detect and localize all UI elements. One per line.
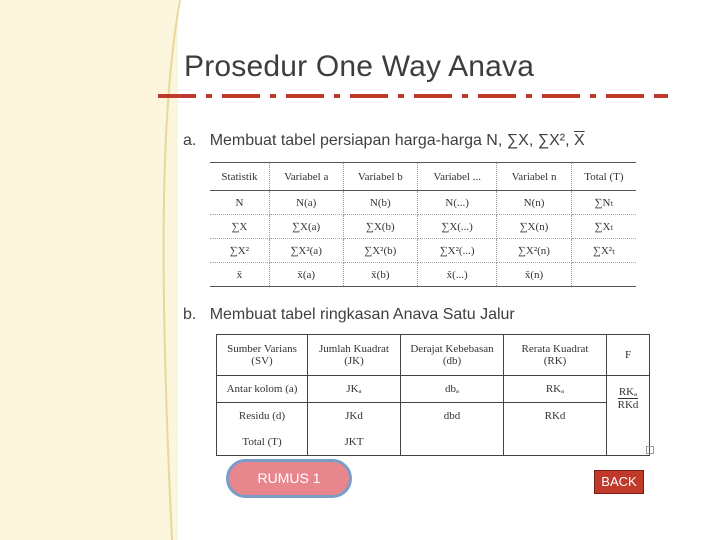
- col-header: Variabel n: [497, 163, 572, 191]
- table-cell: x̄(a): [269, 263, 343, 287]
- table-cell: ∑X²(b): [343, 239, 418, 263]
- anova-table-header: [217, 335, 650, 376]
- table-cell: ∑X²ₜ: [571, 239, 636, 263]
- table-cell: RKₐ: [504, 376, 607, 403]
- col-header: Total (T): [571, 163, 636, 191]
- step-a: [183, 132, 585, 150]
- table-cell: JKT: [308, 429, 401, 456]
- table-cell: [401, 429, 504, 456]
- table-row: [217, 429, 650, 456]
- col-header: Variabel a: [269, 163, 343, 191]
- table-row: [210, 239, 636, 263]
- table-row: [217, 376, 650, 403]
- table-cell: ∑X: [210, 215, 269, 239]
- table-cell: N(n): [497, 191, 572, 215]
- table-cell: Residu (d): [217, 403, 308, 430]
- table-cell: N(b): [343, 191, 418, 215]
- col-header: F: [607, 335, 650, 376]
- table-cell: ∑X(a): [269, 215, 343, 239]
- col-header: Variabel b: [343, 163, 418, 191]
- table-cell: ∑X(b): [343, 215, 418, 239]
- table-cell: N: [210, 191, 269, 215]
- table-cell: [571, 263, 636, 287]
- table-cell: N(...): [418, 191, 497, 215]
- table-cell: N(a): [269, 191, 343, 215]
- table-cell: Antar kolom (a): [217, 376, 308, 403]
- table-cell: x̄: [210, 263, 269, 287]
- rumus-button[interactable]: RUMUS 1: [226, 459, 352, 498]
- table-cell: [504, 429, 607, 456]
- slide-title: Prosedur One Way Anava: [184, 50, 535, 83]
- col-header: Variabel ...: [418, 163, 497, 191]
- step-b-label: b.: [183, 306, 197, 323]
- table-cell: RKd: [504, 403, 607, 430]
- table-row: [210, 191, 636, 215]
- table-cell: x̄(n): [497, 263, 572, 287]
- back-button[interactable]: BACK: [594, 470, 644, 494]
- table-cell: ∑Xₜ: [571, 215, 636, 239]
- col-header: Derajat Kebebasan (db): [401, 335, 504, 376]
- table-cell: dbd: [401, 403, 504, 430]
- table-cell: Total (T): [217, 429, 308, 456]
- title-underline: [158, 92, 668, 100]
- step-b: [183, 306, 515, 324]
- step-a-text: Membuat tabel persiapan harga-harga N, ∑X, ∑X²,: [209, 132, 575, 149]
- table-cell: ∑X²(n): [497, 239, 572, 263]
- table-row: [217, 403, 650, 430]
- step-b-text: Membuat tabel ringkasan Anava Satu Jalur: [209, 306, 515, 323]
- table-cell: ∑Nₜ: [571, 191, 636, 215]
- table-cell: dbₐ: [401, 376, 504, 403]
- preparation-table-header: [210, 163, 636, 191]
- table-row: [210, 215, 636, 239]
- col-header: Sumber Varians (SV): [217, 335, 308, 376]
- step-a-xbar: $\overline{X}$: [574, 132, 585, 149]
- table-row: [210, 263, 636, 287]
- table-cell: ∑X²: [210, 239, 269, 263]
- table-cell: ∑X²(...): [418, 239, 497, 263]
- table-cell: x̄(b): [343, 263, 418, 287]
- table-cell: JKₐ: [308, 376, 401, 403]
- table-cell: ∑X(n): [497, 215, 572, 239]
- table-cell: ∑X(...): [418, 215, 497, 239]
- anova-summary-table: [216, 334, 650, 456]
- f-ratio-cell: [607, 376, 650, 456]
- f-denominator: RKd: [617, 399, 639, 411]
- col-header: Statistik: [210, 163, 269, 191]
- step-a-label: a.: [183, 132, 197, 149]
- f-numerator: RKₐ: [618, 386, 638, 398]
- resize-handle-decoration: [646, 446, 654, 454]
- table-cell: x̄(...): [418, 263, 497, 287]
- col-header: Rerata Kuadrat (RK): [504, 335, 607, 376]
- table-cell: ∑X²(a): [269, 239, 343, 263]
- col-header: Jumlah Kuadrat (JK): [308, 335, 401, 376]
- preparation-table: [210, 162, 636, 287]
- f-fraction: [618, 386, 639, 411]
- table-cell: JKd: [308, 403, 401, 430]
